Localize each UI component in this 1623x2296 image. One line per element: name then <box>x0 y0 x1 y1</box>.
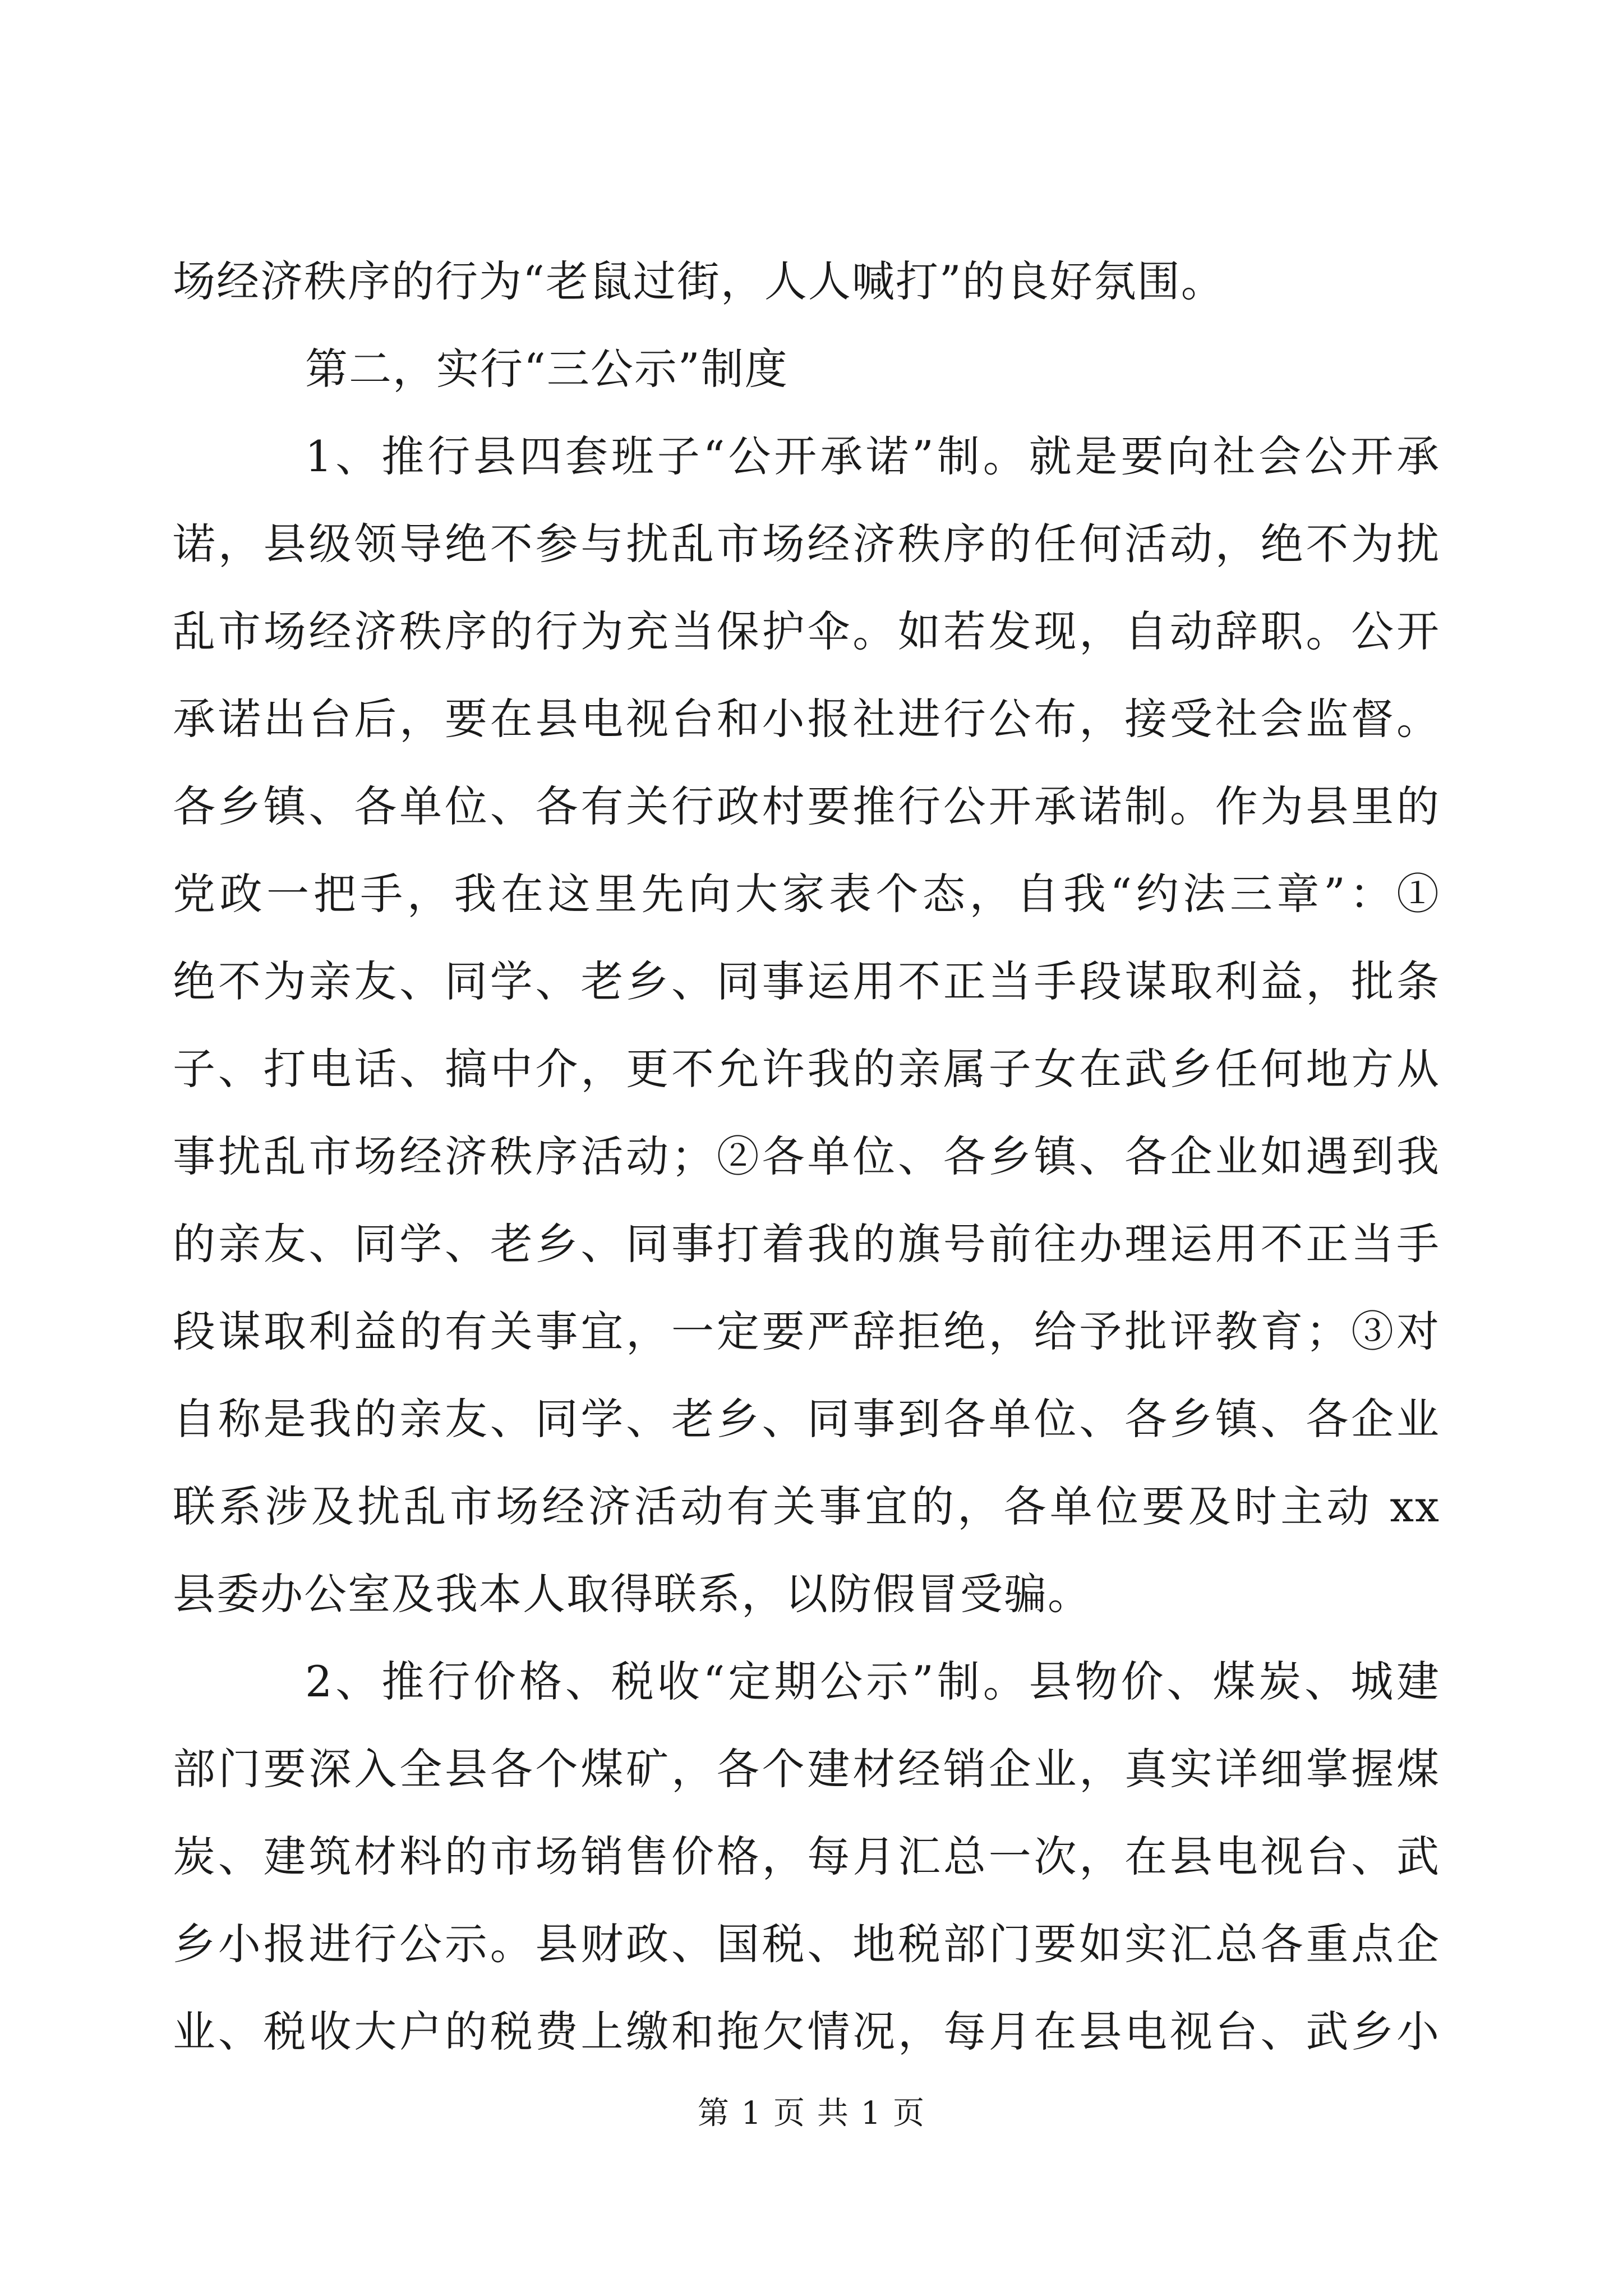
page-footer: 第 1 页 共 1 页 <box>697 2095 926 2132</box>
document-body <box>173 238 1440 2076</box>
section-heading: 第二，实行“三公示”制度 <box>305 344 789 394</box>
text-line: 联系涉及扰乱市场经济活动有关事宜的，各单位要及时主动 xx <box>173 1481 1440 1531</box>
text-line: 绝不为亲友、同学、老乡、同事运用不正当手段谋取利益，批条 <box>173 956 1440 1006</box>
text-line: 部门要深入全县各个煤矿，各个建材经销企业，真实详细掌握煤 <box>173 1744 1440 1794</box>
text-line: 炭、建筑材料的市场销售价格，每月汇总一次，在县电视台、武 <box>173 1832 1440 1881</box>
text-line: 自称是我的亲友、同学、老乡、同事到各单位、各乡镇、各企业 <box>173 1394 1440 1444</box>
text-line: 子、打电话、搞中介，更不允许我的亲属子女在武乡任何地方从 <box>173 1044 1440 1094</box>
text-line: 段谋取利益的有关事宜，一定要严辞拒绝，给予批评教育；③对 <box>173 1306 1440 1356</box>
paragraph-first-line: 2、推行价格、税收“定期公示”制。县物价、煤炭、城建 <box>305 1657 1440 1706</box>
text-line: 业、税收大户的税费上缴和拖欠情况，每月在县电视台、武乡小 <box>173 2007 1440 2056</box>
paragraph-first-line: 1、推行县四套班子“公开承诺”制。就是要向社会公开承 <box>305 431 1440 481</box>
text-line: 乱市场经济秩序的行为充当保护伞。如若发现，自动辞职。公开 <box>173 606 1440 656</box>
text-line: 党政一把手，我在这里先向大家表个态，自我“约法三章”：① <box>173 869 1440 919</box>
text-line: 诺，县级领导绝不参与扰乱市场经济秩序的任何活动，绝不为扰 <box>173 519 1440 569</box>
text-line: 的亲友、同学、老乡、同事打着我的旗号前往办理运用不正当手 <box>173 1219 1440 1269</box>
text-line: 事扰乱市场经济秩序活动；②各单位、各乡镇、各企业如遇到我 <box>173 1131 1440 1181</box>
text-line: 县委办公室及我本人取得联系，以防假冒受骗。 <box>173 1569 1091 1619</box>
text-line: 乡小报进行公示。县财政、国税、地税部门要如实汇总各重点企 <box>173 1919 1440 1969</box>
text-line: 场经济秩序的行为“老鼠过街，人人喊打”的良好氛围。 <box>173 256 1225 306</box>
text-line: 各乡镇、各单位、各有关行政村要推行公开承诺制。作为县里的 <box>173 781 1440 831</box>
text-line: 承诺出台后，要在县电视台和小报社进行公布，接受社会监督。 <box>173 694 1440 744</box>
